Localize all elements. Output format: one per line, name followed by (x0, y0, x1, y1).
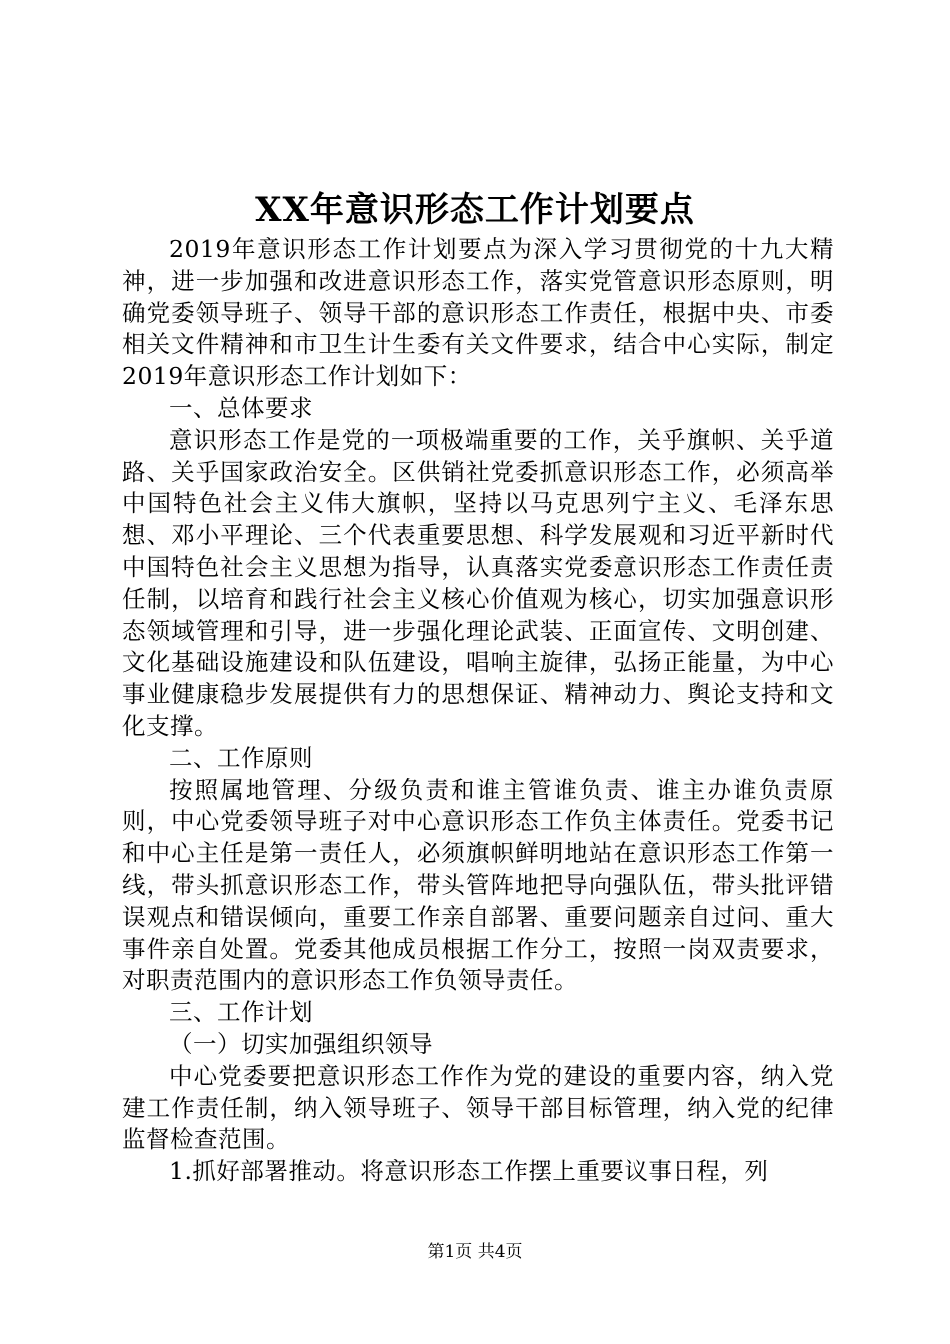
deployment-paragraph: 1.抓好部署推动。将意识形态工作摆上重要议事日程，列 (169, 1157, 769, 1186)
general-requirements-paragraph: 意识形态工作是党的一项极端重要的工作，关乎旗帜、关乎道路、关乎国家政治安全。区供销社党委抓意识形态工作，必须高举中国特色社会主义伟大旗帜，坚持以马克思列宁主义、毛泽东思想、邓小平理论、三个代表重要思想、科学发展观和习近平新时代中国特色社会主义思想为指导，认真落实党委意识形态工作责任责任制，以培育和践行社会主义核心价值观为核心，切实加强意识形态领域管理和引导，进一步强化理论武装、正面宣传、文明创建、文化基础设施建设和队伍建设，唱响主旋律，弘扬正能量，为中心事业健康稳步发展提供有力的思想保证、精神动力、舆论支持和文化支撑。 (122, 425, 834, 740)
document-title: XX年意识形态工作计划要点 (255, 190, 695, 230)
page-footer: 第1页 共4页 (427, 1242, 523, 1262)
organization-paragraph: 中心党委要把意识形态工作作为党的建设的重要内容，纳入党建工作责任制，纳入领导班子、领导干部目标管理，纳入党的纪律监督检查范围。 (122, 1061, 834, 1154)
work-principles-paragraph: 按照属地管理、分级负责和谁主管谁负责、谁主办谁负责原则，中心党委领导班子对中心意识形态工作负主体责任。党委书记和中心主任是第一责任人，必须旗帜鲜明地站在意识形态工作第一线，带头抓意识形态工作，带头管阵地把导向强队伍，带头批评错误观点和错误倾向，重要工作亲自部署、重要问题亲自过问、重大事件亲自处置。党委其他成员根据工作分工，按照一岗双责要求，对职责范围内的意识形态工作负领导责任。 (122, 775, 834, 995)
section-heading-work-plan: 三、工作计划 (169, 998, 313, 1027)
subsection-heading-organization: （一）切实加强组织领导 (169, 1029, 433, 1058)
section-heading-work-principles: 二、工作原则 (169, 743, 313, 772)
document-body (122, 234, 834, 1188)
section-heading-general-requirements: 一、总体要求 (169, 393, 313, 422)
intro-paragraph: 2019年意识形态工作计划要点为深入学习贯彻党的十九大精神，进一步加强和改进意识形态工作，落实党管意识形态原则，明确党委领导班子、领导干部的意识形态工作责任，根据中央、市委相关文件精神和市卫生计生委有关文件要求，结合中心实际，制定2019年意识形态工作计划如下： (122, 235, 834, 391)
